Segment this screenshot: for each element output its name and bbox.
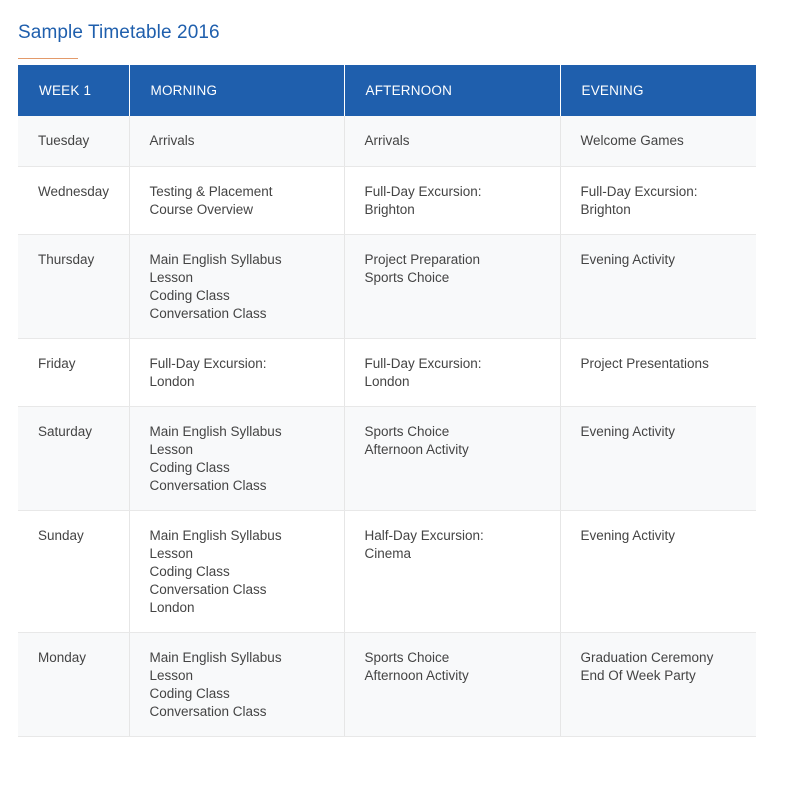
activity-line: London	[149, 599, 195, 615]
morning-cell	[129, 510, 344, 632]
activity-line: Sports Choice	[364, 423, 450, 439]
activity-line: Arrivals	[149, 133, 195, 148]
activity-line: Afternoon Activity	[364, 667, 469, 683]
activity-line: Lesson	[149, 441, 194, 457]
activity-line: Lesson	[149, 545, 194, 561]
day-cell: Monday	[18, 632, 129, 736]
activity-line: Project Preparation	[364, 251, 481, 267]
activity-line: Main English Syllabus	[149, 251, 282, 267]
activity-line: Sports Choice	[364, 649, 450, 665]
header-afternoon: AFTERNOON	[344, 65, 560, 116]
activity-line: Course Overview	[149, 201, 254, 217]
evening-cell	[560, 338, 756, 406]
morning-cell	[129, 406, 344, 510]
activity-line: Lesson	[149, 667, 194, 683]
timetable-body	[18, 116, 756, 736]
day-cell: Wednesday	[18, 166, 129, 234]
header-morning: MORNING	[129, 65, 344, 116]
activity-line: Afternoon Activity	[364, 441, 469, 457]
activity-line: Full-Day Excursion:	[364, 355, 482, 371]
header-week: WEEK 1	[18, 65, 129, 116]
activity-line: Conversation Class	[149, 477, 267, 493]
page-title: Sample Timetable 2016	[18, 22, 220, 43]
activity-line: Half-Day Excursion:	[364, 527, 484, 543]
activity-line: Main English Syllabus	[149, 649, 282, 665]
activity-line: Evening Activity	[580, 251, 676, 267]
activity-line: Cinema	[364, 545, 412, 561]
activity-line: End Of Week Party	[580, 667, 696, 683]
title-underline	[18, 58, 78, 59]
evening-cell	[560, 234, 756, 338]
evening-cell	[560, 632, 756, 736]
activity-line: Graduation Ceremony	[580, 649, 714, 665]
activity-line: London	[149, 373, 195, 389]
afternoon-cell	[344, 406, 560, 510]
timetable	[18, 65, 756, 737]
activity-line: Conversation Class	[149, 581, 267, 597]
table-row	[18, 406, 756, 510]
activity-line: Testing & Placement	[149, 183, 273, 199]
activity-line: Evening Activity	[580, 423, 676, 439]
day-cell: Saturday	[18, 406, 129, 510]
activity-line: Evening Activity	[580, 527, 676, 543]
activity-line: Welcome Games	[580, 133, 684, 148]
morning-cell	[129, 338, 344, 406]
activity-line: Conversation Class	[149, 703, 267, 719]
morning-cell	[129, 234, 344, 338]
activity-line: Arrivals	[364, 133, 410, 148]
activity-line: Full-Day Excursion:	[364, 183, 482, 199]
activity-line: Brighton	[364, 201, 415, 217]
evening-cell	[560, 166, 756, 234]
activity-line: Sports Choice	[364, 269, 450, 285]
activity-line: Conversation Class	[149, 305, 267, 321]
day-cell: Friday	[18, 338, 129, 406]
activity-line: Full-Day Excursion:	[149, 355, 267, 371]
day-cell: Sunday	[18, 510, 129, 632]
table-row	[18, 166, 756, 234]
morning-cell	[129, 166, 344, 234]
table-row	[18, 338, 756, 406]
activity-line: Brighton	[580, 201, 631, 217]
activity-line: Main English Syllabus	[149, 527, 282, 543]
afternoon-cell	[344, 338, 560, 406]
header-row	[18, 65, 756, 116]
header-evening: EVENING	[560, 65, 756, 116]
evening-cell	[560, 116, 756, 166]
activity-line: Coding Class	[149, 563, 230, 579]
activity-line: London	[364, 373, 410, 389]
afternoon-cell	[344, 116, 560, 166]
activity-line: Coding Class	[149, 287, 230, 303]
morning-cell	[129, 632, 344, 736]
day-cell: Tuesday	[18, 116, 129, 166]
activity-line: Project Presentations	[580, 355, 709, 371]
activity-line: Lesson	[149, 269, 194, 285]
table-row	[18, 234, 756, 338]
activity-line: Main English Syllabus	[149, 423, 282, 439]
evening-cell	[560, 510, 756, 632]
table-row	[18, 632, 756, 736]
activity-line: Coding Class	[149, 459, 230, 475]
table-row	[18, 116, 756, 166]
evening-cell	[560, 406, 756, 510]
activity-line: Full-Day Excursion:	[580, 183, 698, 199]
afternoon-cell	[344, 234, 560, 338]
afternoon-cell	[344, 166, 560, 234]
afternoon-cell	[344, 632, 560, 736]
activity-line: Coding Class	[149, 685, 230, 701]
morning-cell	[129, 116, 344, 166]
day-cell: Thursday	[18, 234, 129, 338]
table-row	[18, 510, 756, 632]
afternoon-cell	[344, 510, 560, 632]
